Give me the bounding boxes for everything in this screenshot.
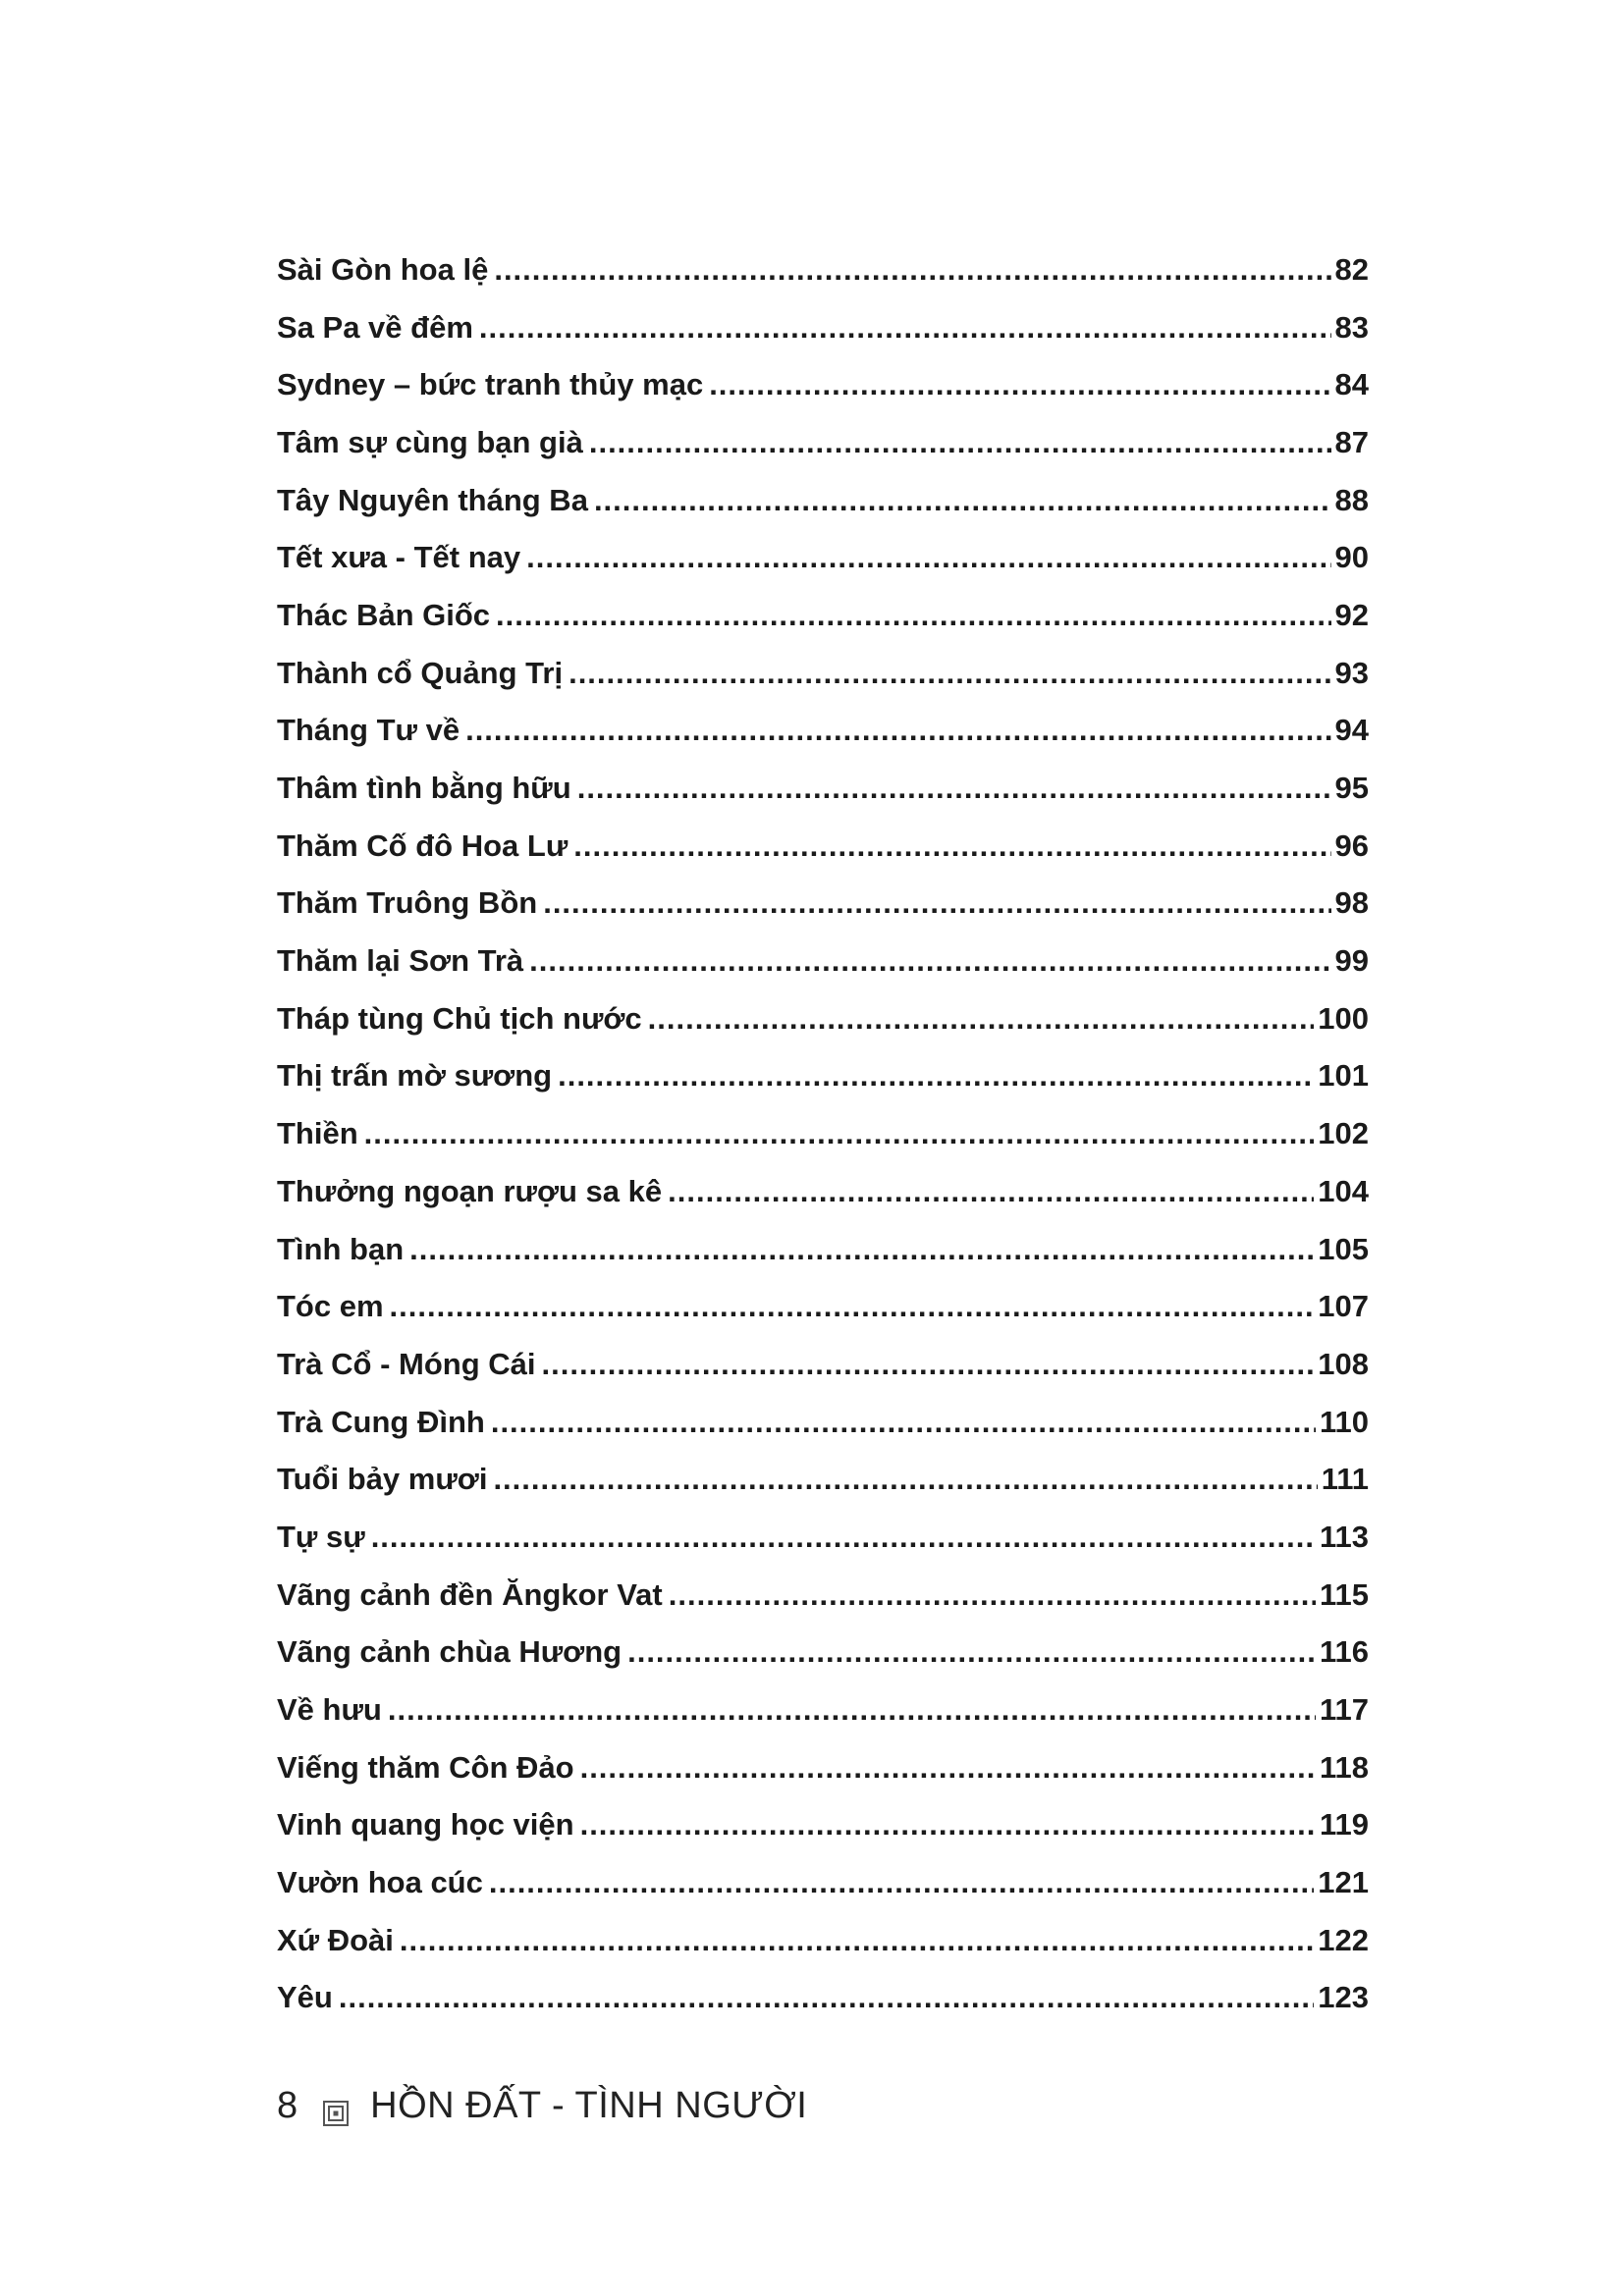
dot-leader xyxy=(409,1234,1314,1264)
toc-entry-title: Vườn hoa cúc xyxy=(277,1865,483,1900)
dot-leader xyxy=(543,887,1330,918)
toc-entry-page: 101 xyxy=(1318,1058,1369,1094)
toc-entry xyxy=(277,932,1369,989)
toc-entry-title: Tây Nguyên tháng Ba xyxy=(277,482,588,517)
toc-entry xyxy=(277,586,1369,644)
toc-entry-page: 121 xyxy=(1318,1865,1369,1900)
toc-entry-page: 119 xyxy=(1319,1807,1369,1842)
dot-leader xyxy=(558,1060,1314,1091)
dot-leader xyxy=(580,1752,1316,1783)
toc-entry-page: 99 xyxy=(1334,943,1369,979)
toc-entry xyxy=(277,1277,1369,1335)
toc-entry xyxy=(277,1681,1369,1738)
toc-entry xyxy=(277,413,1369,471)
toc-entry-title: Sài Gòn hoa lệ xyxy=(277,251,489,287)
toc-entry-title: Vinh quang học viện xyxy=(277,1807,574,1842)
toc-entry xyxy=(277,759,1369,817)
toc-entry-page: 118 xyxy=(1319,1749,1369,1785)
toc-entry-page: 92 xyxy=(1334,597,1369,632)
toc-entry xyxy=(277,875,1369,933)
toc-entry-title: Tết xưa - Tết nay xyxy=(277,540,521,575)
toc-entry-title: Trà Cổ - Móng Cái xyxy=(277,1346,536,1381)
toc-entry-page: 123 xyxy=(1318,1980,1369,2015)
toc-entry xyxy=(277,1624,1369,1682)
toc-entry xyxy=(277,1738,1369,1796)
toc-entry-page: 84 xyxy=(1334,367,1369,402)
dot-leader xyxy=(648,1003,1315,1034)
toc-entry-page: 100 xyxy=(1318,1000,1369,1036)
table-of-contents xyxy=(277,240,1369,2026)
toc-entry-page: 102 xyxy=(1318,1116,1369,1151)
dot-leader xyxy=(489,1867,1314,1897)
dot-leader xyxy=(364,1118,1315,1148)
toc-entry-title: Tóc em xyxy=(277,1289,384,1324)
toc-entry-title: Sydney – bức tranh thủy mạc xyxy=(277,367,704,402)
toc-entry-title: Thâm tình bằng hữu xyxy=(277,771,571,806)
dot-leader xyxy=(526,542,1330,572)
toc-entry-page: 83 xyxy=(1334,309,1369,345)
dot-leader xyxy=(493,1464,1317,1494)
dot-leader xyxy=(388,1694,1316,1725)
toc-entry-page: 110 xyxy=(1319,1404,1369,1439)
toc-entry xyxy=(277,298,1369,356)
page-number: 8 xyxy=(277,2085,298,2126)
toc-entry-page: 93 xyxy=(1334,655,1369,690)
toc-entry-page: 113 xyxy=(1319,1519,1369,1554)
toc-entry-title: Tình bạn xyxy=(277,1231,405,1266)
toc-entry-title: Về hưu xyxy=(277,1692,382,1728)
toc-entry-title: Thăm lại Sơn Trà xyxy=(277,943,524,979)
toc-entry-title: Yêu xyxy=(277,1980,333,2015)
dot-leader xyxy=(479,312,1331,343)
toc-entry-page: 98 xyxy=(1334,885,1369,921)
toc-entry-title: Thị trấn mờ sương xyxy=(277,1058,553,1094)
toc-entry-title: Tâm sự cùng bạn già xyxy=(277,424,583,459)
toc-entry-page: 116 xyxy=(1319,1634,1369,1670)
toc-entry xyxy=(277,702,1369,760)
dot-leader xyxy=(529,945,1330,976)
toc-entry-page: 82 xyxy=(1334,251,1369,287)
toc-entry-title: Thăm Truông Bồn xyxy=(277,885,538,921)
toc-entry xyxy=(277,355,1369,413)
toc-entry xyxy=(277,1047,1369,1105)
toc-entry-title: Thưởng ngoạn rượu sa kê xyxy=(277,1173,663,1208)
toc-entry-page: 115 xyxy=(1319,1576,1369,1612)
dot-leader xyxy=(627,1636,1316,1667)
dot-leader xyxy=(390,1291,1315,1321)
dot-leader xyxy=(494,254,1330,285)
toc-entry-page: 117 xyxy=(1319,1692,1369,1728)
toc-entry xyxy=(277,644,1369,702)
toc-entry-title: Vãng cảnh chùa Hương xyxy=(277,1634,623,1670)
toc-entry-title: Vãng cảnh đền Ăngkor Vat xyxy=(277,1576,663,1612)
dot-leader xyxy=(669,1579,1316,1610)
dot-leader xyxy=(491,1407,1316,1437)
toc-entry-title: Sa Pa về đêm xyxy=(277,309,473,345)
toc-entry-title: Tự sự xyxy=(277,1519,365,1554)
toc-entry xyxy=(277,1853,1369,1911)
toc-entry-title: Tháp tùng Chủ tịch nước xyxy=(277,1000,642,1036)
toc-entry-page: 105 xyxy=(1318,1231,1369,1266)
toc-entry xyxy=(277,1162,1369,1220)
toc-entry xyxy=(277,1969,1369,2027)
toc-entry xyxy=(277,989,1369,1047)
dot-leader xyxy=(709,369,1330,400)
dot-leader xyxy=(589,427,1331,457)
toc-entry xyxy=(277,1335,1369,1393)
toc-entry xyxy=(277,817,1369,875)
dot-leader xyxy=(573,830,1330,861)
toc-entry-page: 88 xyxy=(1334,482,1369,517)
square-ornament-icon xyxy=(323,2094,349,2119)
dot-leader xyxy=(400,1925,1314,1955)
toc-entry-page: 108 xyxy=(1318,1346,1369,1381)
toc-entry-title: Tuổi bảy mươi xyxy=(277,1462,488,1497)
toc-entry-title: Thăm Cố đô Hoa Lư xyxy=(277,828,568,863)
dot-leader xyxy=(580,1809,1316,1840)
toc-entry xyxy=(277,1450,1369,1508)
toc-entry-title: Viếng thăm Côn Đảo xyxy=(277,1749,574,1785)
dot-leader xyxy=(577,773,1331,803)
toc-entry-page: 107 xyxy=(1318,1289,1369,1324)
toc-entry-title: Tháng Tư về xyxy=(277,713,460,748)
dot-leader xyxy=(568,658,1330,688)
dot-leader xyxy=(594,485,1331,515)
dot-leader xyxy=(542,1349,1315,1379)
page-footer xyxy=(277,2085,807,2127)
toc-entry-title: Thác Bản Giốc xyxy=(277,597,491,632)
toc-entry-page: 94 xyxy=(1334,713,1369,748)
toc-entry-page: 96 xyxy=(1334,828,1369,863)
dot-leader xyxy=(371,1522,1316,1552)
dot-leader xyxy=(339,1982,1314,2012)
toc-entry-page: 95 xyxy=(1334,771,1369,806)
toc-entry xyxy=(277,240,1369,298)
toc-entry-page: 122 xyxy=(1318,1922,1369,1957)
dot-leader xyxy=(465,715,1330,745)
toc-entry xyxy=(277,1796,1369,1854)
toc-entry xyxy=(277,1220,1369,1278)
toc-entry xyxy=(277,528,1369,586)
toc-entry-page: 90 xyxy=(1334,540,1369,575)
toc-entry-page: 111 xyxy=(1321,1462,1369,1497)
toc-entry-title: Trà Cung Đình xyxy=(277,1404,485,1439)
toc-entry xyxy=(277,1104,1369,1162)
toc-entry xyxy=(277,471,1369,529)
toc-entry-title: Thành cổ Quảng Trị xyxy=(277,655,564,690)
toc-entry xyxy=(277,1508,1369,1566)
toc-entry xyxy=(277,1393,1369,1451)
dot-leader xyxy=(496,600,1330,630)
toc-entry-title: Xứ Đoài xyxy=(277,1922,394,1957)
toc-entry-title: Thiền xyxy=(277,1116,358,1151)
toc-entry-page: 104 xyxy=(1318,1173,1369,1208)
book-title: HỒN ĐẤT - TÌNH NGƯỜI xyxy=(370,2085,808,2126)
toc-entry-page: 87 xyxy=(1334,424,1369,459)
toc-entry xyxy=(277,1911,1369,1969)
dot-leader xyxy=(668,1176,1314,1206)
toc-entry xyxy=(277,1566,1369,1624)
